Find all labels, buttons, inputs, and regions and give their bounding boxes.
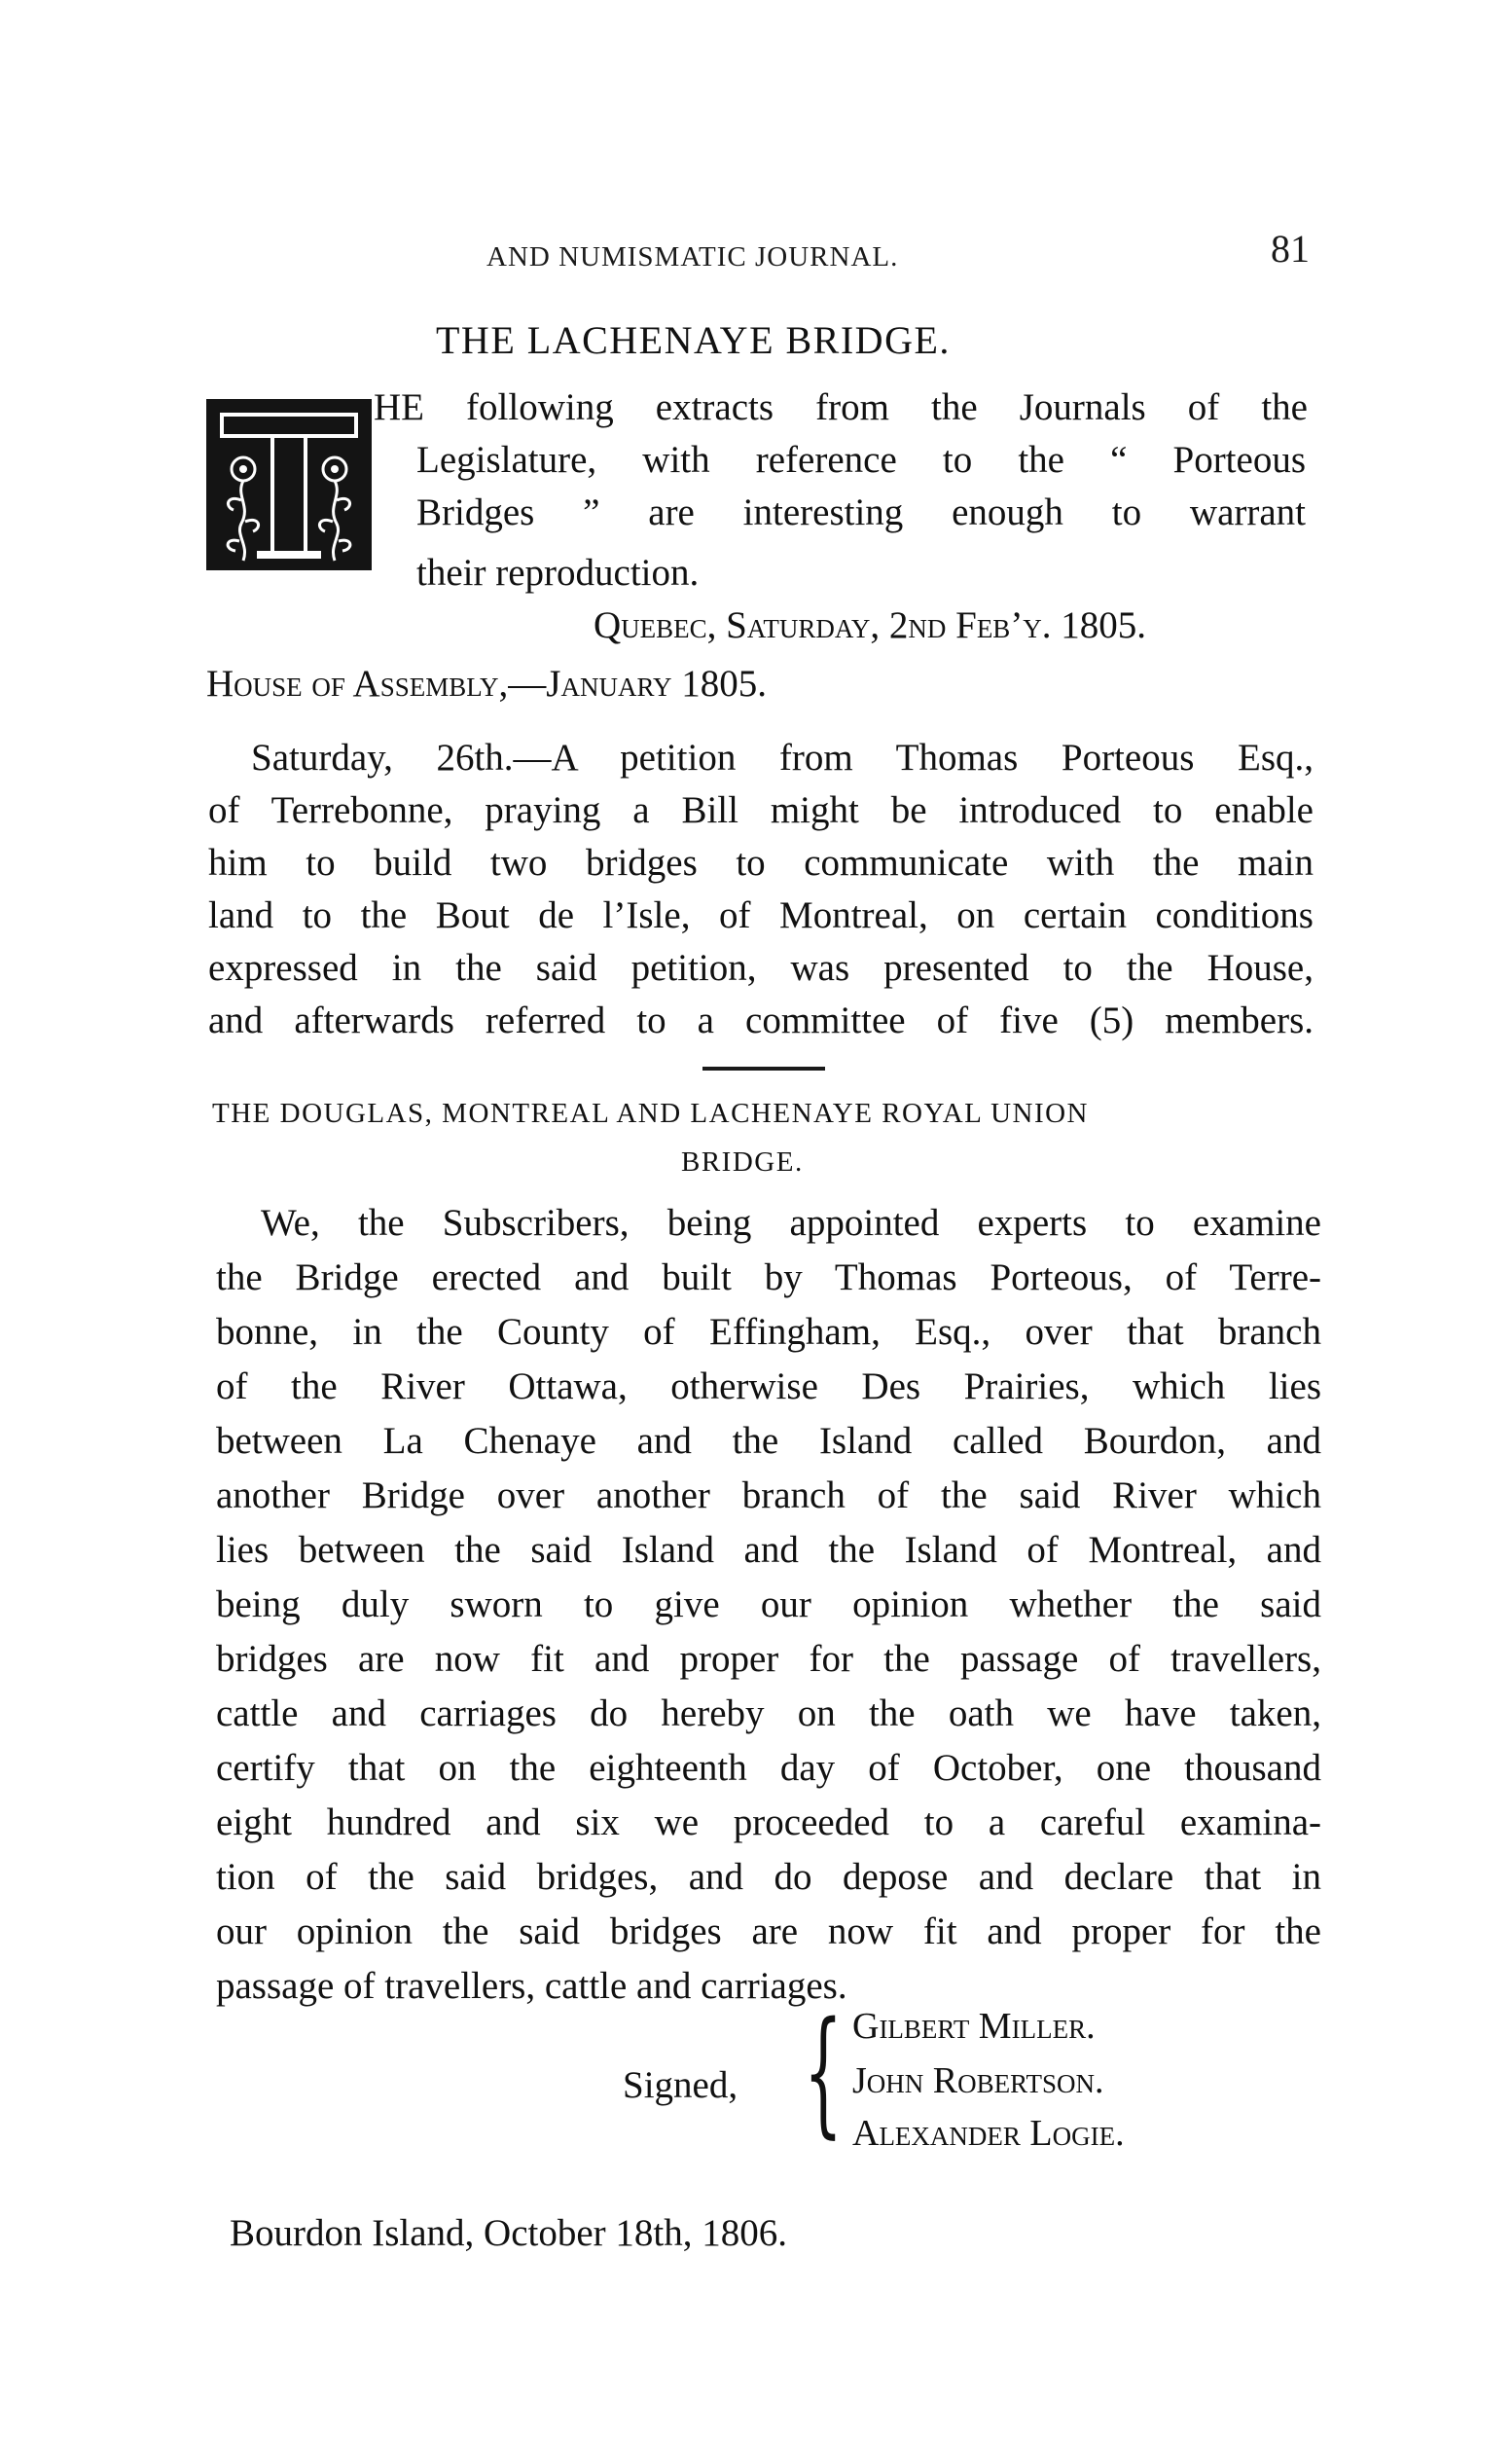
certificate-line: between La Chenaye and the Island called Bourdon, and [216,1420,1321,1462]
running-head: AND NUMISMATIC JOURNAL. [486,241,899,273]
article-title: THE LACHENAYE BRIDGE. [436,318,951,362]
dateline: Quebec, Saturday, 2nd Feb’y. 1805. [594,604,1147,646]
intro-line: Legislature, with reference to the “ Porteous [416,439,1306,481]
certificate-line: the Bridge erected and built by Thomas Porteous, of Terre- [216,1256,1321,1298]
certificate-line: certify that on the eighteenth day of October, one thousand [216,1747,1321,1789]
certificate-line: another Bridge over another branch of the said River which [216,1474,1321,1516]
certificate-line: bridges are now fit and proper for the passage of travellers, [216,1638,1321,1680]
intro-line: HE following extracts from the Journals of the [374,386,1308,428]
petition-line: and afterwards referred to a committee of five (5) members. [208,1000,1314,1041]
certificate-line: being duly sworn to give our opinion whether the said [216,1583,1321,1625]
signatory-name: John Robertson. [852,2060,1104,2101]
section-heading: BRIDGE. [681,1146,804,1178]
certificate-line: lies between the said Island and the Island of Montreal, and [216,1529,1321,1571]
certificate-line: cattle and carriages do hereby on the oath we have taken, [216,1692,1321,1734]
certificate-line: of the River Ottawa, otherwise Des Prairies, which lies [216,1365,1321,1407]
intro-line: their reproduction. [416,552,700,594]
intro-line: Bridges ” are interesting enough to warrant [416,491,1306,533]
brace-icon: { [804,1993,844,2152]
signatory-name: Alexander Logie. [852,2113,1125,2154]
signed-label: Signed, [623,2064,738,2106]
certificate-line: tion of the said bridges, and do depose and declare that in [216,1856,1321,1898]
page-number: 81 [1271,227,1310,271]
petition-line: him to build two bridges to communicate with the main [208,842,1314,884]
signatory-name: Gilbert Miller. [852,2006,1096,2047]
certificate-line: eight hundred and six we proceeded to a careful examina- [216,1801,1321,1843]
section-divider [702,1067,825,1071]
certificate-line: our opinion the said bridges are now fit and proper for the [216,1910,1321,1952]
certificate-line: bonne, in the County of Effingham, Esq., over that branch [216,1311,1321,1353]
ornamental-dropcap-T-icon [206,399,372,570]
petition-line: Saturday, 26th.—A petition from Thomas Porteous Esq., [251,737,1314,779]
petition-line: of Terrebonne, praying a Bill might be introduced to enable [208,789,1314,831]
closing-line: Bourdon Island, October 18th, 1806. [230,2212,788,2254]
section-heading: THE DOUGLAS, MONTREAL AND LACHENAYE ROYAL UNION [212,1098,1089,1129]
certificate-line: We, the Subscribers, being appointed experts to examine [261,1202,1321,1244]
petition-line: expressed in the said petition, was presented to the House, [208,947,1314,989]
petition-line: land to the Bout de l’Isle, of Montreal, on certain conditions [208,894,1314,936]
certificate-line: passage of travellers, cattle and carriages. [216,1965,847,2007]
assembly-heading: House of Assembly,—January 1805. [206,663,767,705]
